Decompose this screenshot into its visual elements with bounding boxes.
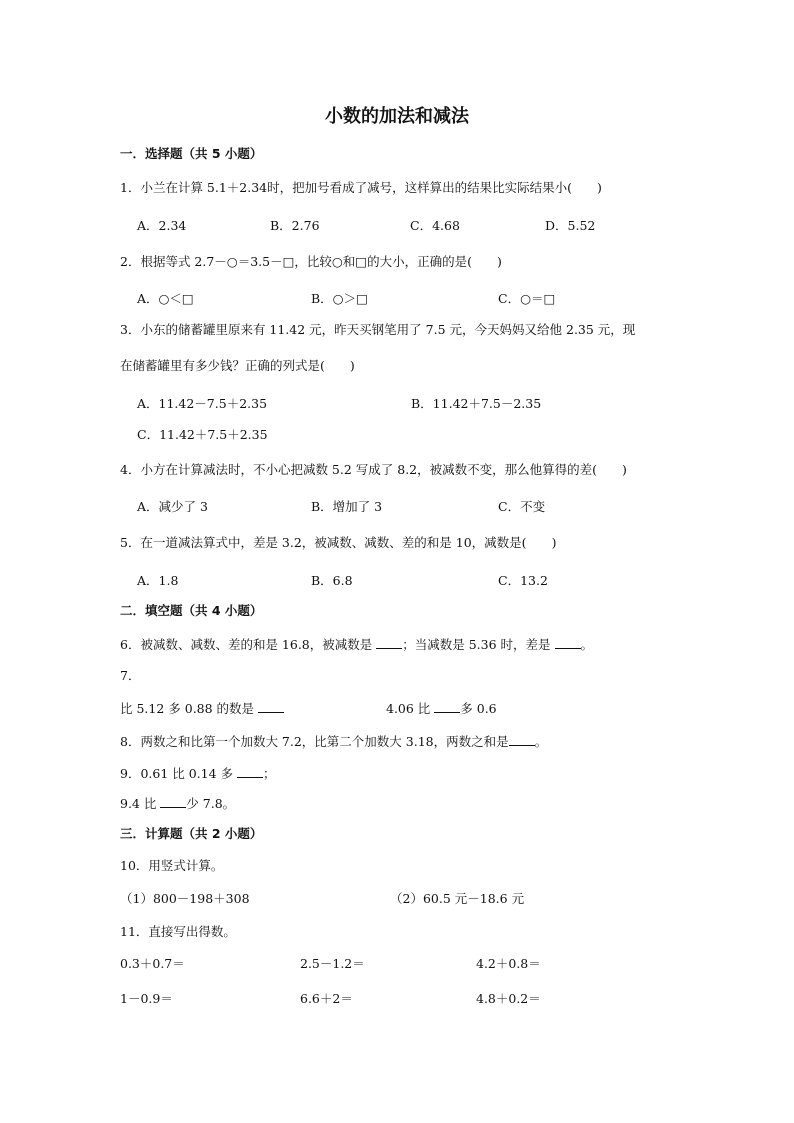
question-4-text: 4．小方在计算减法时，不小心把减数 5.2 写成了 8.2，被减数不变，那么他算得的差( ) [120,462,627,477]
q7a-text: 比 5.12 多 0.88 的数是 [120,701,259,716]
q5-option-c: C．13.2 [498,573,548,588]
q1-option-a: A．2.34 [137,218,187,233]
q1-option-c: C．4.68 [410,218,460,233]
answer-blank[interactable] [509,733,535,746]
q10-item-1: （1）800－198＋308 [120,891,250,906]
q8-text: 8．两数之和比第一个加数大 7.2，比第二个加数大 3.18，两数之和是 [120,734,509,749]
answer-blank[interactable] [237,765,263,778]
section-heading-calc: 三．计算题（共 2 小题） [120,826,263,841]
question-10-text: 10．用竖式计算。 [120,858,224,873]
q11-item: 6.6＋2＝ [300,991,353,1006]
question-7-number: 7． [120,668,141,683]
q3-option-c: C．11.42＋7.5＋2.35 [137,427,268,442]
q8-end: 。 [534,734,548,749]
q9-line2-pre: 9.4 比 [120,796,161,811]
q9-line1-post: ； [263,766,276,781]
q3-option-b: B．11.42＋7.5－2.35 [411,396,542,411]
question-3-line2: 在储蓄罐里有多少钱？正确的列式是( ) [120,358,355,373]
q11-item: 0.3＋0.7＝ [120,956,185,971]
q2-option-b: B．○＞□ [311,291,368,306]
answer-blank[interactable] [160,795,186,808]
answer-blank[interactable] [434,700,460,713]
q3-option-a: A．11.42－7.5＋2.35 [137,396,268,411]
q5-option-a: A．1.8 [137,573,179,588]
question-9-line2 [120,795,235,812]
q11-item: 4.8＋0.2＝ [476,991,541,1006]
section-heading-choice: 一．选择题（共 5 小题） [120,146,263,161]
question-5-text: 5．在一道减法算式中，差是 3.2，被减数、减数、差的和是 10，减数是( ) [120,535,557,550]
q9-line1-pre: 9．0.61 比 0.14 多 [120,766,238,781]
q1-option-d: D．5.52 [545,218,596,233]
question-8 [120,733,547,750]
q10-item-2: （2）60.5 元－18.6 元 [390,891,525,906]
q6-part2: ；当减数是 5.36 时，差是 [402,637,555,652]
q6-part1: 6．被减数、减数、差的和是 16.8，被减数是 [120,637,377,652]
question-7b [386,700,497,717]
q5-option-b: B．6.8 [311,573,353,588]
q2-option-c: C．○＝□ [498,291,556,306]
q1-option-b: B．2.76 [270,218,320,233]
q4-option-b: B．增加了 3 [311,499,383,514]
q7b-pre: 4.06 比 [386,701,435,716]
section-heading-fill: 二．填空题（共 4 小题） [120,603,263,618]
question-11-text: 11．直接写出得数。 [120,924,236,939]
question-9-line1 [120,765,276,782]
question-7a [120,700,284,717]
q11-item: 2.5－1.2＝ [300,956,365,971]
question-1-text: 1．小兰在计算 5.1＋2.34时，把加号看成了减号，这样算出的结果比实际结果小( ) [120,180,602,195]
question-3-line1: 3．小东的储蓄罐里原来有 11.42 元，昨天买钢笔用了 7.5 元，今天妈妈又给他 2.35 元，现 [120,322,636,337]
q7b-post: 多 0.6 [460,701,497,716]
answer-blank[interactable] [376,636,402,649]
question-2-text: 2．根据等式 2.7－○＝3.5－□，比较○和□的大小，正确的是( ) [120,254,502,269]
q2-option-a: A．○＜□ [137,291,194,306]
q6-part3: 。 [580,637,594,652]
answer-blank[interactable] [555,636,581,649]
question-6 [120,636,593,653]
q4-option-c: C．不变 [498,499,546,514]
q9-line2-post: 少 7.8。 [186,796,236,811]
page-title: 小数的加法和减法 [325,106,469,127]
q11-item: 4.2＋0.8＝ [476,956,541,971]
answer-blank[interactable] [258,700,284,713]
q4-option-a: A．减少了 3 [137,499,208,514]
q11-item: 1－0.9＝ [120,991,173,1006]
